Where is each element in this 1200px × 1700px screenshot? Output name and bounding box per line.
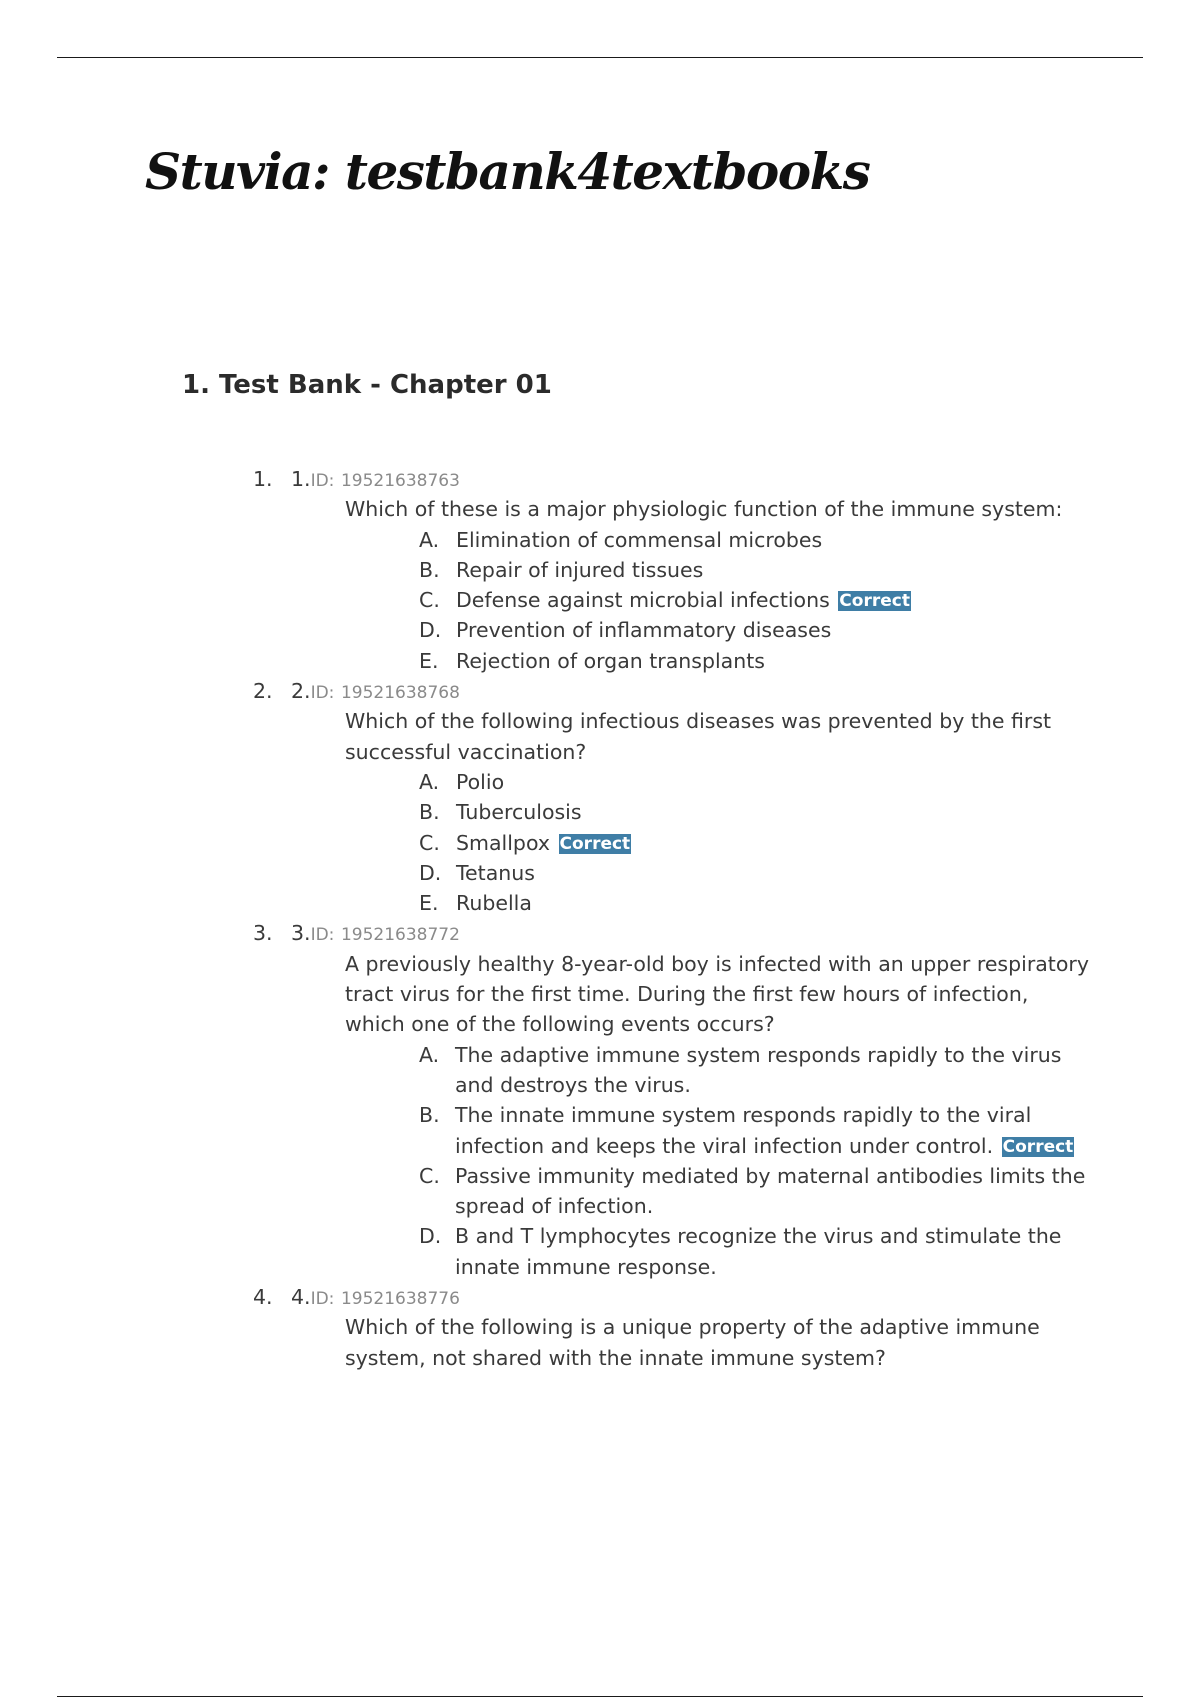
option-b	[0, 1100, 1095, 1161]
option-text: The innate immune system responds rapidly to the viral infection and keeps the viral infection under control.	[455, 1103, 1032, 1158]
option-text: Defense against microbial infections	[456, 588, 830, 613]
option-letter: D.	[419, 860, 442, 885]
option-text: Tuberculosis	[456, 800, 582, 825]
question-text: Which of the following is a unique property of the adaptive immune system, not shared with the innate immune system?	[345, 1315, 1040, 1370]
question-sub-number: 1.	[291, 467, 311, 491]
question-3	[0, 918, 1200, 1282]
bottom-rule	[57, 1696, 1143, 1697]
question-number: 4.	[253, 1285, 273, 1310]
option-d	[0, 615, 1096, 645]
option-letter: B.	[419, 557, 440, 582]
option-letter: C.	[419, 588, 440, 613]
option-text: Passive immunity mediated by maternal antibodies limits the spread of infection.	[455, 1163, 1086, 1219]
option-list	[0, 1040, 1200, 1282]
option-letter: C.	[419, 830, 440, 855]
correct-badge: Correct	[1002, 1136, 1074, 1157]
option-text: Elimination of commensal microbes	[456, 527, 823, 552]
option-text: Smallpox	[456, 830, 550, 855]
option-text: B and T lymphocytes recognize the virus and stimulate the innate immune response.	[455, 1224, 1062, 1279]
question-list	[0, 464, 1200, 1373]
correct-badge: Correct	[559, 833, 631, 854]
question-header	[0, 1282, 1200, 1312]
option-a	[0, 525, 1096, 555]
option-b	[0, 797, 1096, 827]
option-letter: E.	[419, 891, 439, 916]
question-id-label: ID:	[310, 925, 335, 946]
question-id: 19521638763	[340, 471, 460, 491]
question-text: A previously healthy 8-year-old boy is infected with an upper respiratory tract virus for the first time. During the first few hours of infection, which one of the following events occurs?	[345, 951, 1089, 1037]
top-rule	[57, 57, 1143, 58]
question-header	[0, 918, 1200, 948]
option-d	[0, 1221, 1095, 1282]
option-letter: D.	[419, 1224, 442, 1249]
option-letter: A.	[419, 1042, 440, 1067]
option-text: Prevention of inflammatory diseases	[456, 618, 832, 643]
question-4	[0, 1282, 1200, 1373]
question-text: Which of the following infectious diseases was prevented by the first successful vaccination?	[345, 709, 1052, 764]
question-id-label: ID:	[310, 683, 335, 704]
question-sub-number: 3.	[291, 921, 311, 946]
option-c	[0, 585, 1096, 615]
question-number: 3.	[253, 921, 273, 946]
option-letter: B.	[419, 800, 440, 825]
option-list	[0, 525, 1200, 676]
question-id: 19521638776	[340, 1289, 460, 1310]
question-1	[0, 464, 1200, 676]
option-list	[0, 767, 1200, 918]
option-letter: A.	[419, 527, 440, 552]
option-e	[0, 888, 1096, 918]
option-letter: C.	[419, 1163, 440, 1188]
question-id-label: ID:	[310, 1289, 335, 1310]
question-sub-number: 2.	[291, 679, 311, 704]
option-text: The adaptive immune system responds rapidly to the virus and destroys the virus.	[455, 1042, 1062, 1097]
option-letter: A.	[419, 769, 440, 794]
question-id-label: ID:	[310, 471, 335, 491]
question-number: 1.	[253, 467, 273, 491]
option-c	[0, 828, 1096, 858]
option-text: Rubella	[456, 891, 532, 916]
option-d	[0, 858, 1096, 888]
option-letter: D.	[419, 618, 442, 643]
option-letter: B.	[419, 1103, 440, 1128]
question-header	[0, 464, 1200, 494]
option-letter: E.	[419, 648, 439, 673]
option-text: Rejection of organ transplants	[456, 648, 765, 673]
question-id: 19521638772	[340, 925, 460, 946]
question-text: Which of these is a major physiologic function of the immune system:	[345, 497, 1063, 522]
question-number: 2.	[253, 679, 273, 704]
option-text: Repair of injured tissues	[456, 557, 704, 582]
option-a	[0, 767, 1096, 797]
option-c	[0, 1161, 1095, 1222]
option-e	[0, 646, 1096, 676]
question-id: 19521638768	[340, 683, 460, 704]
document-title: Stuvia: testbank4textbooks	[145, 142, 870, 201]
question-header	[0, 676, 1200, 706]
correct-badge: Correct	[839, 591, 910, 612]
option-a	[0, 1040, 1095, 1101]
option-text: Tetanus	[456, 860, 535, 885]
option-text: Polio	[456, 769, 505, 794]
question-2	[0, 676, 1200, 918]
option-b	[0, 555, 1096, 585]
question-sub-number: 4.	[291, 1285, 311, 1310]
section-heading: 1. Test Bank - Chapter 01	[182, 370, 552, 400]
